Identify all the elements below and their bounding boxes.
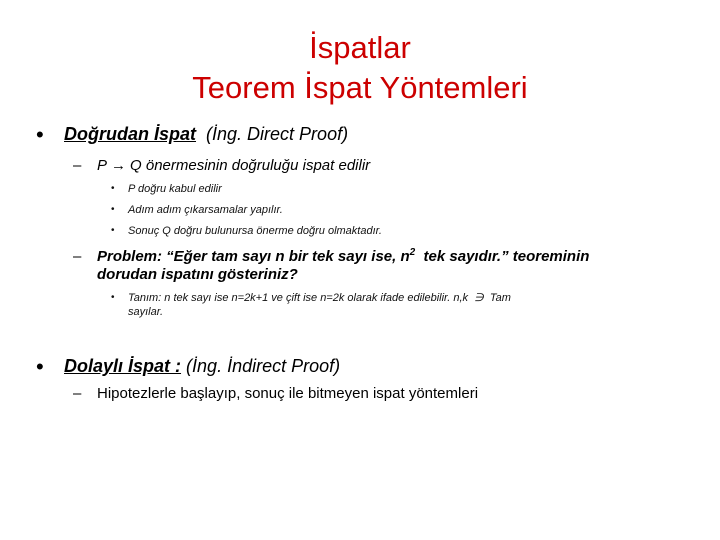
implication-p: P [97, 157, 108, 174]
dash-icon: – [73, 385, 82, 402]
problem-line-2: dorudan ispatını gösteriniz? [97, 266, 298, 283]
problem-line-1-end: tek sayıdır.” teoreminin [423, 248, 590, 265]
indirect-proof-text: Hipotezlerle başlayıp, sonuç ile bitmeyen ispat yöntemleri [97, 385, 479, 402]
sub-bullet-text: P doğru kabul edilir [128, 183, 222, 195]
bullet-icon: • [36, 354, 44, 379]
dash-icon: – [73, 248, 82, 265]
slide-title [0, 28, 720, 108]
exponent: 2 [409, 247, 416, 258]
small-bullet-icon: • [111, 292, 115, 303]
indirect-proof-note: (İng. İndirect Proof) [186, 356, 341, 376]
definition-text [128, 291, 511, 319]
title-line-1: İspatlar [309, 30, 411, 65]
dash-icon: – [73, 157, 82, 174]
sub-bullet-text: Adım adım çıkarsamalar yapılır. [128, 204, 283, 216]
sub-bullet-text: Sonuç Q doğru bulunursa önerme doğru olmaktadır. [128, 225, 382, 237]
right-arrow-icon: → [111, 157, 127, 174]
element-of-symbol: ∋ [474, 292, 484, 304]
implication-text [97, 157, 370, 175]
direct-proof-heading [64, 124, 348, 145]
problem-text [97, 248, 589, 284]
title-line-2: Teorem İspat Yöntemleri [192, 70, 528, 105]
small-bullet-icon: • [111, 204, 115, 215]
indirect-proof-label: Dolaylı İspat : [64, 356, 182, 376]
small-bullet-icon: • [111, 225, 115, 236]
implication-rest: Q önermesinin doğruluğu ispat edilir [130, 157, 371, 174]
bullet-icon: • [36, 122, 44, 147]
definition-line-1-end: Tam [489, 292, 511, 304]
direct-proof-note: (İng. Direct Proof) [206, 124, 349, 144]
direct-proof-label: Doğrudan İspat [64, 124, 197, 144]
definition-line-1: Tanım: n tek sayı ise n=2k+1 ve çift ise n=2k olarak ifade edilebilir. n,k [128, 292, 469, 304]
definition-line-2: sayılar. [128, 306, 164, 318]
problem-line-1-start: Problem: “Eğer tam sayı n bir tek sayı ise, n [97, 248, 410, 265]
indirect-proof-heading [64, 356, 340, 377]
small-bullet-icon: • [111, 183, 115, 194]
